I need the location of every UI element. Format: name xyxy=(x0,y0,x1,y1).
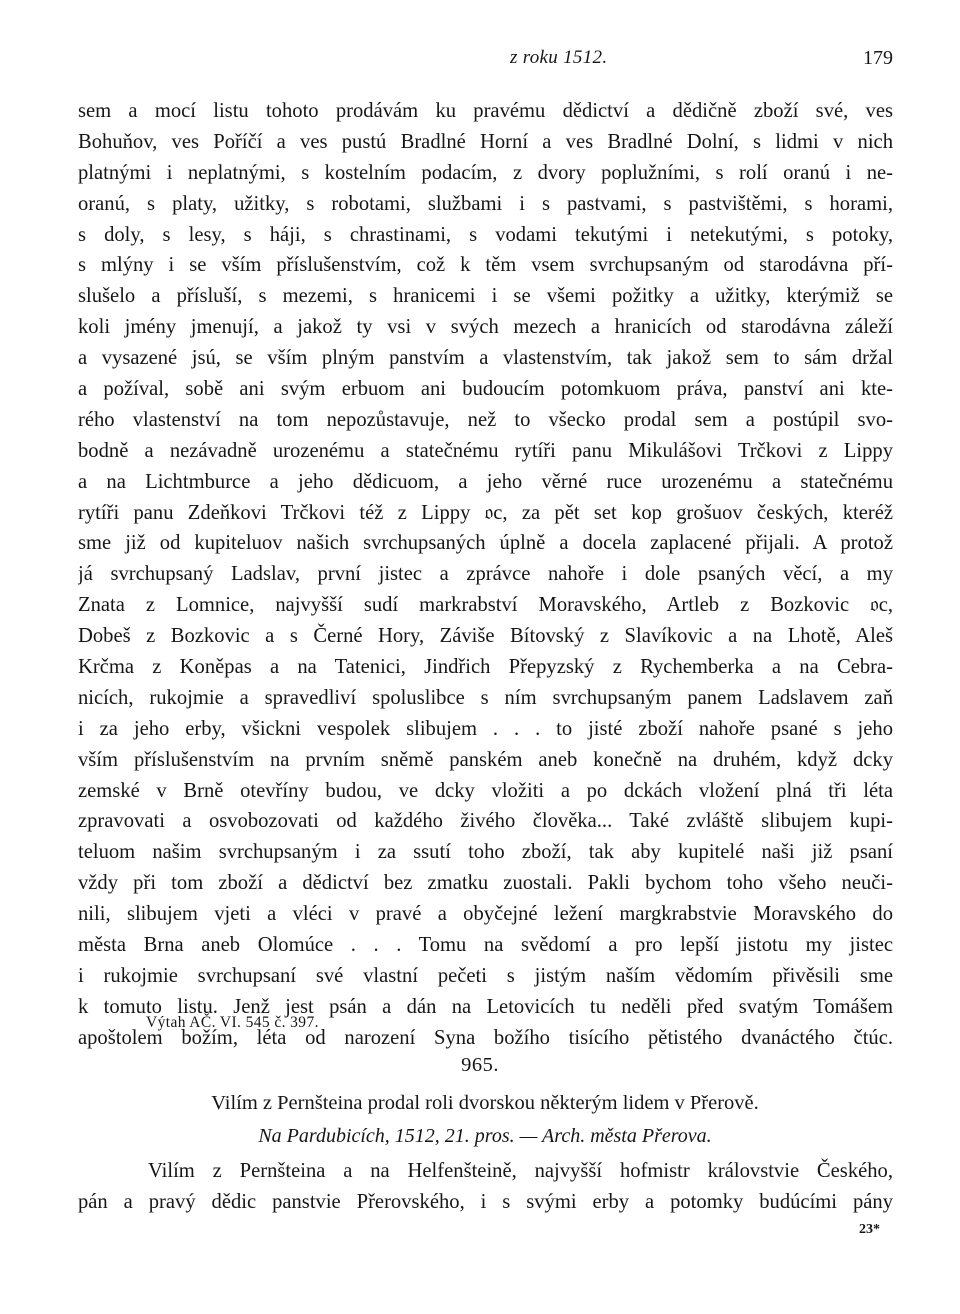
text-line: s mlýny i se vším příslušenstvím, což k těm vsem svrchupsaným od starodávna pří- xyxy=(78,254,893,277)
text-line: Krčma z Koněpas a na Tatenici, Jindřich Přepyzský z Rychemberka a na Cebra- xyxy=(78,656,893,679)
document-body xyxy=(78,96,893,1054)
text-line: Vilím z Pernšteina a na Helfenšteině, najvyšší hofmistr královstvie Českého, xyxy=(148,1160,893,1182)
text-line: oranú, s platy, užitky, s robotami, službami i s pastvami, s pastvištěmi, s horami, xyxy=(78,192,893,215)
text-line: teluom našim svrchupsaným i za ssutí toho zboží, tak aby kupitelé naši již psaní xyxy=(78,841,893,864)
text-line: a požíval, sobě ani svým erbuom ani budoucím potomkuom práva, panství ani kte- xyxy=(78,378,893,401)
text-line: bodně a nezávadně urozenému a statečnému rytíři panu Mikulášovi Trčkovi z Lippy xyxy=(78,439,893,462)
text-line: města Brna aneb Olomúce . . . Tomu na svědomí a pro lepší jistotu my jistec xyxy=(78,934,893,957)
text-line: rého vlastenství na tom nepozůstavuje, než to všecko prodal sem a postúpil svo- xyxy=(78,408,893,431)
text-line: vším příslušenstvím na prvním sněmě panském aneb konečně na druhém, když dcky xyxy=(78,748,893,771)
text-line: slušelo a přísluší, s mezemi, s hranicemi i se všemi požitky a užitky, kterýmiž se xyxy=(78,285,893,308)
page-number: 179 xyxy=(863,47,893,69)
text-line: pán a pravý dědic panstvie Přerovského, i s svými erby a potomky budúcími pány xyxy=(78,1190,893,1213)
text-line: sme již od kupiteluov našich svrchupsaných úplně a docela zaplacené přijali. A protož xyxy=(78,532,893,555)
text-line: sem a mocí listu tohoto prodávám ku pravému dědictví a dědičně zboží své, ves xyxy=(78,100,893,122)
text-line: a vysazené jsú, se vším plným panstvím a vlastenstvím, tak jakož sem to sám držal xyxy=(78,347,893,370)
text-line: a na Lichtmburce a jeho dědicuom, a jeho věrné ruce urozenému a statečnému xyxy=(78,470,893,493)
text-line: koli jmény jmenují, a jakož ty vsi v svých mezech a hranicích od starodávna záleží xyxy=(78,316,893,339)
text-line: i rukojmie svrchupsaní své vlastní pečeti s jistým naším vědomím přivěsili sme xyxy=(78,964,893,987)
text-line: Dobeš z Bozkovic a s Černé Hory, Záviše Bítovský z Slavíkovic a na Lhotě, Aleš xyxy=(78,625,893,648)
text-line: nili, slibujem vjeti a vléci v pravé a obyčejné ležení margkrabstvie Moravského do xyxy=(78,903,893,926)
text-line: Znata z Lomnice, najvyšší sudí markrabství Moravského, Artleb z Bozkovic 𝔬c, xyxy=(78,594,893,617)
text-line: rytíři panu Zdeňkovi Trčkovi též z Lippy 𝔬c, za pět set kop grošuov českých, kteréž xyxy=(78,501,893,524)
source-note: Výtah AČ. VI. 545 č. 397. xyxy=(146,1014,319,1031)
document-body-continued xyxy=(78,1156,893,1218)
text-line: s doly, s lesy, s háji, s chrastinami, s vodami tekutými i netekutými, s potoky, xyxy=(78,223,893,246)
signature-mark: 23* xyxy=(859,1222,880,1237)
text-line: já svrchupsaný Ladslav, první jistec a zprávce nahoře i dole psaných věcí, a my xyxy=(78,563,893,586)
text-line: apoštolem božím, léta od narození Syna božího tisícího pětistého dvanáctého čtúc. xyxy=(78,1026,893,1049)
document-number: 965. xyxy=(461,1054,499,1076)
text-line: zpravovati a osvobozovati od každého živého člověka... Také zvláště slibujem kupi- xyxy=(78,810,893,833)
text-line: zemské v Brně otevříny budou, ve dcky vložiti a po dckách vložení plná tři léta xyxy=(78,779,893,802)
regest-summary: Vilím z Pernšteina prodal roli dvorskou některým lidem v Přerově. xyxy=(211,1092,759,1114)
text-line: platnými i neplatnými, s kostelním podacím, z dvory poplužními, s rolí oranú i ne- xyxy=(78,161,893,184)
dating-line: Na Pardubicích, 1512, 21. pros. — Arch. města Přerova. xyxy=(258,1125,712,1147)
text-line: Bohuňov, ves Poříčí a ves pustú Bradlné Horní a ves Bradlné Dolní, s lidmi v nich xyxy=(78,130,893,153)
page-header xyxy=(78,47,893,75)
text-line: k tomuto listu. Jenž jest psán a dán na Letovicích tu neděli před svatým Tomášem xyxy=(78,995,893,1018)
text-line: nicích, rukojmie a spravedliví spoluslibce s ním svrchupsaným panem Ladslavem zaň xyxy=(78,686,893,709)
text-line: vždy při tom zboží a dědictví bez zmatku zuostali. Pakli bychom toho všeho neuči- xyxy=(78,872,893,895)
text-line: i za jeho erby, všickni vespolek slibujem . . . to jisté zboží nahoře psané s jeho xyxy=(78,717,893,740)
running-head: z roku 1512. xyxy=(510,47,608,68)
